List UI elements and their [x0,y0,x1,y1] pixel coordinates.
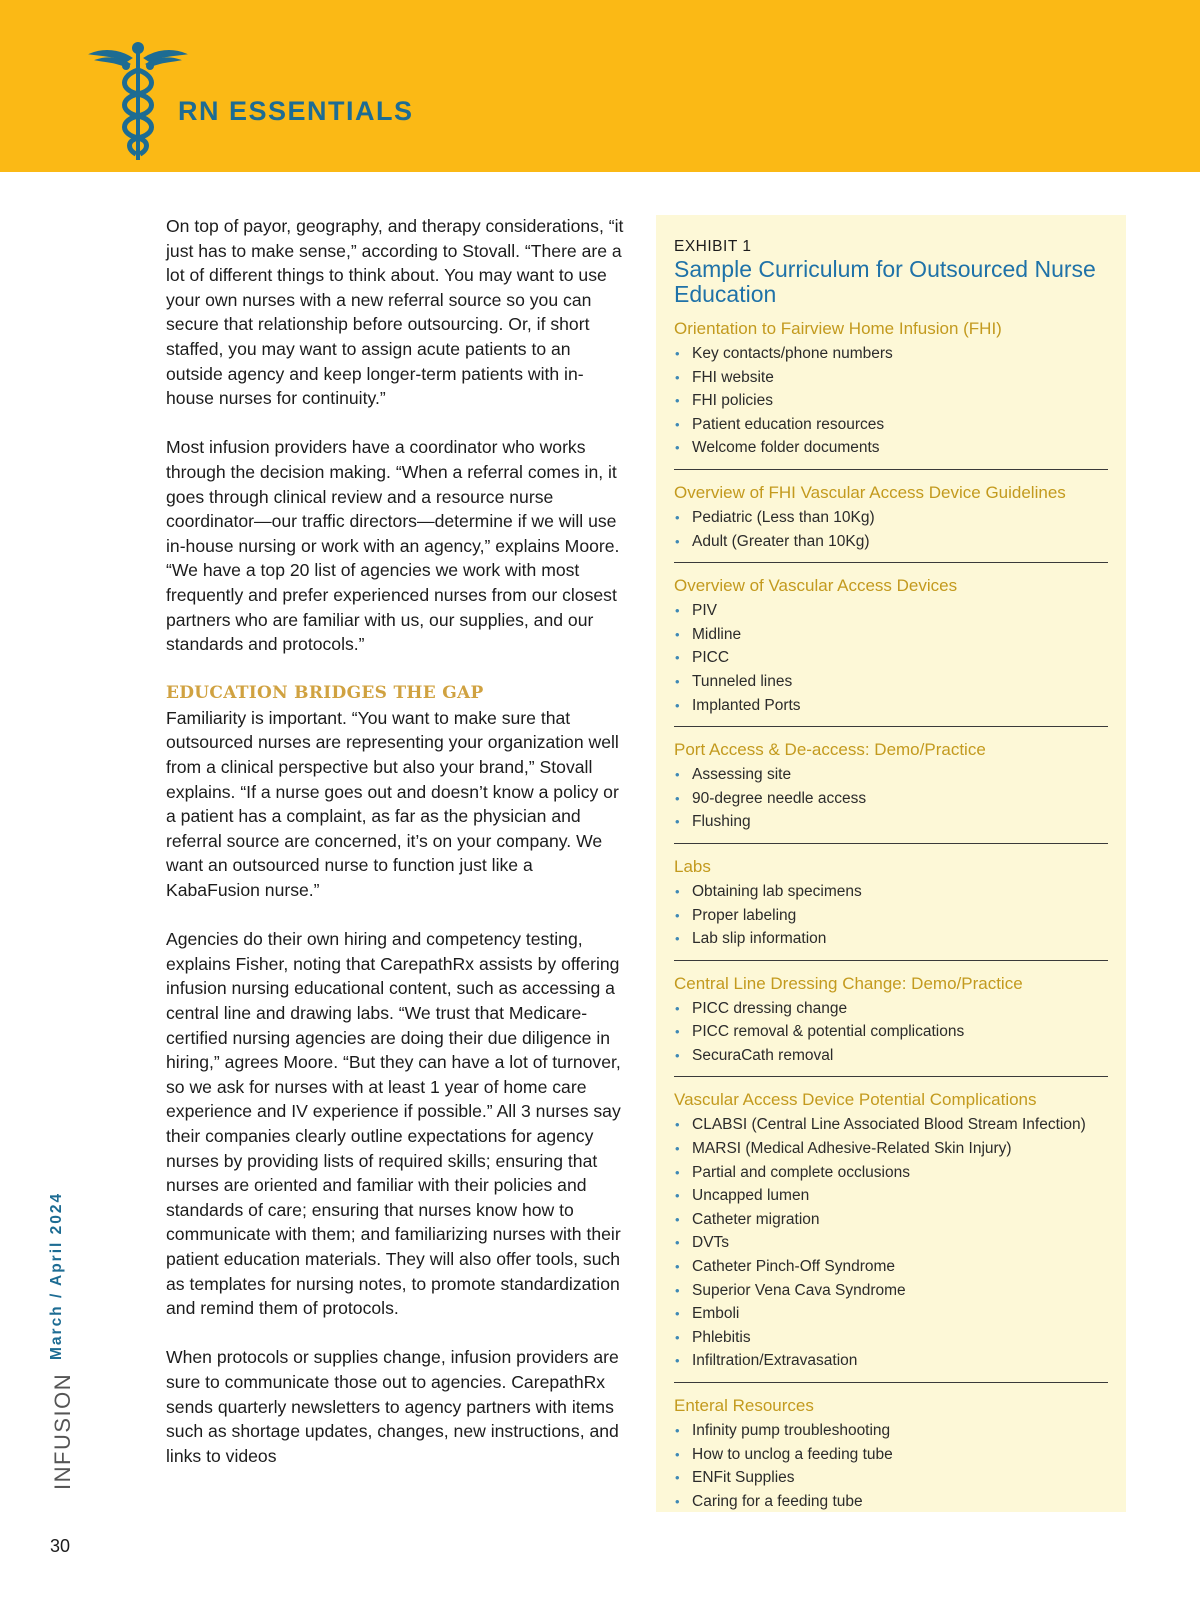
list-item-text: Pediatric (Less than 10Kg) [692,508,875,526]
exhibit-list [674,997,1108,1068]
caduceus-icon [86,40,190,164]
list-item-text: Midline [692,625,742,643]
bullet-icon: • [675,1164,680,1180]
article-subheading: EDUCATION BRIDGES THE GAP [166,683,484,704]
exhibit-section-heading: Port Access & De-access: Demo/Practice [674,740,986,760]
bullet-icon: • [675,1423,680,1438]
list-item [674,787,1108,811]
bullet-icon: • [675,883,680,899]
list-item [674,1208,1108,1232]
article-paragraph: Agencies do their own hiring and competency testing, explains Fisher, noting that CarepathRx assists by offering infusion nursing educational content, such as accessing a central line and drawing labs. “We trust that Medicare-certified nursing agencies are doing their due diligence in hiring,” agrees Moore. “But they can have a lot of turnover, so we ask for nurses with at least 1 year of home care experience and IV experience if possible.” All 3 nurses say their companies clearly outline expectations for agency nurses by providing lists of required skills; ensuring that nurses are oriented and familiar with their policies and standards of care; ensuring that nurses know how to communicate with them; and familiarizing nurses with their patient education materials. They will also offer tools, such as templates for nursing notes, to promote standardization and remind them of protocols. [166,929,621,1319]
bullet-icon: • [675,1329,680,1345]
bullet-icon: • [675,1353,680,1369]
exhibit-section-heading: Vascular Access Device Potential Complications [674,1090,1037,1110]
list-item-text: Implanted Ports [692,696,801,714]
exhibit-section [674,855,1108,961]
list-item-text: SecuraCath removal [692,1046,834,1064]
list-item [674,1137,1108,1161]
list-item [674,530,1108,554]
list-item-text: CLABSI (Central Line Associated Blood Stream Infection) [692,1116,1086,1134]
bullet-icon: • [675,1047,680,1063]
list-item-text: PICC [692,649,730,667]
list-item [674,904,1108,928]
exhibit-section-heading: Orientation to Fairview Home Infusion (FHI) [674,319,1002,338]
list-item-text: PIV [692,602,717,620]
bullet-icon: • [675,1470,680,1486]
list-item [674,997,1108,1021]
list-item [674,694,1108,718]
list-item [674,1443,1108,1467]
bullet-icon: • [675,416,680,432]
list-item-text: Key contacts/phone numbers [692,345,893,362]
list-item-text: How to unclog a feeding tube [692,1445,893,1463]
bullet-icon: • [675,1211,680,1227]
exhibit-list [674,342,1108,460]
exhibit-section-heading: Overview of FHI Vascular Access Device Guidelines [674,482,1066,502]
list-item-text: MARSI (Medical Adhesive-Related Skin Injury) [692,1140,1012,1158]
page-number: 30 [50,1536,71,1556]
list-item-text: Uncapped lumen [692,1187,810,1205]
section-title: RN ESSENTIALS [178,96,414,126]
list-item [674,927,1108,951]
bullet-icon: • [675,369,680,385]
exhibit-section [674,1088,1108,1383]
exhibit-title: Sample Curriculum for Outsourced Nurse Education [674,256,1096,307]
list-item [674,1044,1108,1068]
article-body [166,214,628,1468]
list-item [674,1419,1108,1443]
exhibit-sidebar [656,215,1126,1512]
list-item-text: FHI policies [692,392,773,410]
exhibit-section [674,1394,1108,1522]
list-item-text: Superior Vena Cava Syndrome [692,1281,906,1299]
list-item [674,670,1108,694]
list-item-text: Partial and complete occlusions [692,1163,910,1181]
magazine-logo: INFUSION [50,1372,75,1490]
list-item-text: Infiltration/Extravasation [692,1352,858,1370]
bullet-icon: • [675,673,680,689]
exhibit-list [674,1419,1108,1513]
bullet-icon: • [675,1259,680,1275]
list-item [674,1349,1108,1373]
exhibit-section-heading: Labs [674,856,711,876]
bullet-icon: • [675,697,680,713]
bullet-icon: • [675,907,680,923]
bullet-icon: • [675,440,680,456]
exhibit-section [674,574,1108,727]
list-item-text: Flushing [692,813,751,831]
bullet-icon: • [675,1235,680,1251]
exhibit-sections [674,317,1108,1522]
list-item [674,1113,1108,1137]
exhibit-section [674,481,1108,563]
issue-date: March / April 2024 [48,1191,65,1360]
bullet-icon: • [675,346,680,361]
exhibit-list [674,1113,1108,1373]
bullet-icon: • [675,1117,680,1133]
bullet-icon: • [675,814,680,830]
list-item [674,436,1108,460]
bullet-icon: • [675,509,680,525]
list-item [674,763,1108,787]
exhibit-list [674,880,1108,951]
list-item [674,599,1108,623]
list-item-text: Adult (Greater than 10Kg) [692,532,870,550]
list-item [674,1490,1108,1514]
list-item-text: Lab slip information [692,930,827,948]
list-item-text: PICC dressing change [692,999,848,1017]
list-item-text: Catheter migration [692,1210,820,1228]
bullet-icon: • [675,1446,680,1462]
bullet-icon: • [675,1024,680,1040]
exhibit-list [674,506,1108,553]
list-item-text: Caring for a feeding tube [692,1492,863,1510]
bullet-icon: • [675,931,680,947]
list-item [674,1466,1108,1490]
list-item [674,389,1108,413]
bullet-icon: • [675,1493,680,1509]
list-item-text: DVTs [692,1234,730,1252]
article-paragraph: Familiarity is important. “You want to make sure that outsourced nurses are representing your organization well from a clinical perspective but also your brand,” Stovall explains. “If a nurse goes out and doesn’t know a policy or a patient has a complaint, as far as the physician and referral source are concerned, it’s on your company. We want an outsourced nurse to function just like a KabaFusion nurse.” [166,707,619,901]
list-item [674,1231,1108,1255]
bullet-icon: • [675,533,680,549]
list-item-text: Proper labeling [692,906,797,924]
bullet-icon: • [675,1188,680,1204]
bullet-icon: • [675,1141,680,1157]
bullet-icon: • [675,603,680,619]
list-item-text: 90-degree needle access [692,789,867,807]
list-item-text: Tunneled lines [692,672,793,690]
list-item [674,646,1108,670]
list-item [674,342,1108,366]
list-item [674,1326,1108,1350]
article-paragraph: Most infusion providers have a coordinator who works through the decision making. “When a referral comes in, it goes through clinical review and a resource nurse coordinator—our traffic directors—determine if we will use in-house nursing or work with an agency,” explains Moore. “We have a top 20 list of agencies we work with most frequently and prefer experienced nurses from our closest partners who are familiar with us, our supplies, and our standards and protocols.” [166,437,620,655]
list-item [674,1279,1108,1303]
list-item [674,366,1108,390]
list-item-text: FHI website [692,368,774,386]
list-item [674,506,1108,530]
list-item [674,413,1108,437]
list-item [674,1255,1108,1279]
list-item-text: Emboli [692,1305,740,1323]
list-item [674,1302,1108,1326]
list-item [674,1184,1108,1208]
exhibit-label: EXHIBIT 1 [674,238,752,255]
list-item [674,1020,1108,1044]
list-item-text: Assessing site [692,766,792,784]
list-item-text: ENFit Supplies [692,1469,795,1487]
list-item [674,880,1108,904]
list-item [674,810,1108,834]
exhibit-section-heading: Central Line Dressing Change: Demo/Practice [674,973,1023,993]
list-item-text: Infinity pump troubleshooting [692,1422,891,1439]
exhibit-section [674,317,1108,470]
bullet-icon: • [675,393,680,409]
article-paragraph: On top of payor, geography, and therapy considerations, “it just has to make sense,” according to Stovall. “There are a lot of different things to think about. You may want to use your own nurses with a new referral source so you can secure that relationship before outsourcing. Or, if short staffed, you may want to assign acute patients to an outside agency and keep longer-term patients with in-house nurses for continuity.” [166,216,624,409]
bullet-icon: • [675,1306,680,1322]
article-paragraph: When protocols or supplies change, infusion providers are sure to communicate those out to agencies. CarepathRx sends quarterly newsletters to agency partners with items such as shortage updates, changes, new instructions, and links to videos [166,1347,619,1466]
list-item-text: PICC removal & potential complications [692,1023,965,1041]
exhibit-list [674,599,1108,717]
bullet-icon: • [675,1282,680,1298]
bullet-icon: • [675,626,680,642]
list-item-text: Patient education resources [692,415,885,433]
list-item-text: Welcome folder documents [692,439,880,457]
exhibit-list [674,763,1108,834]
exhibit-section-heading: Enteral Resources [674,1396,814,1415]
bullet-icon: • [675,1000,680,1016]
list-item-text: Obtaining lab specimens [692,882,862,900]
bullet-icon: • [675,767,680,783]
bullet-icon: • [675,650,680,666]
exhibit-section [674,972,1108,1078]
list-item-text: Phlebitis [692,1328,751,1346]
bullet-icon: • [675,790,680,806]
exhibit-section-heading: Overview of Vascular Access Devices [674,576,958,596]
list-item [674,623,1108,647]
exhibit-section [674,738,1108,844]
list-item-text: Catheter Pinch-Off Syndrome [692,1258,896,1276]
list-item [674,1161,1108,1185]
